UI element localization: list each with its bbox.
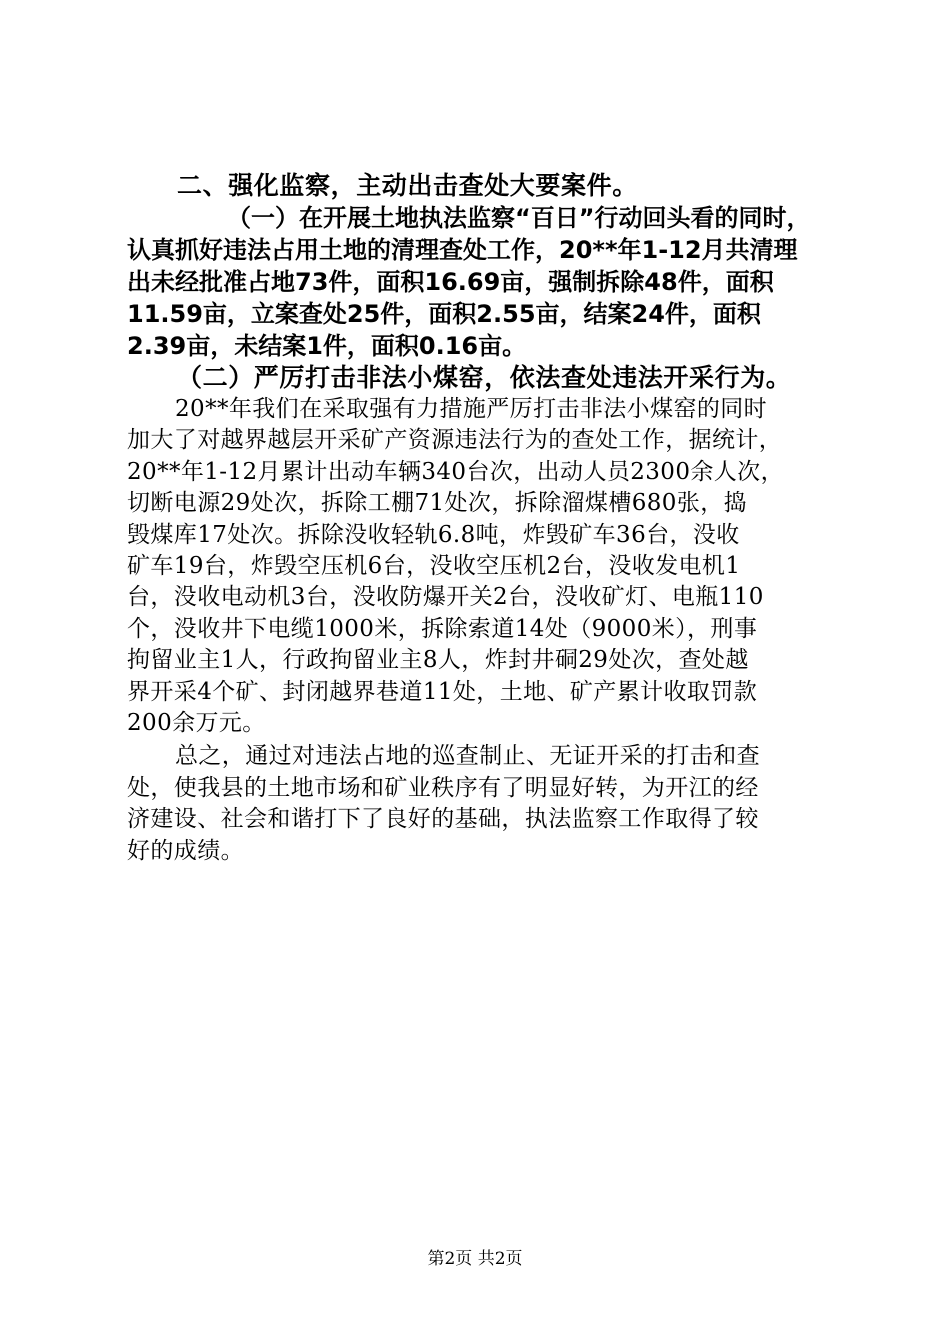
paragraph-line: 处，使我县的土地市场和矿业秩序有了明显好转，为开江的经: [127, 774, 759, 801]
paragraph-line: 切断电源29处次，拆除工棚71处次，拆除溜煤槽680张，捣: [127, 490, 748, 517]
paragraph-line: 界开采4个矿、封闭越界巷道11处，土地、矿产累计收取罚款: [127, 678, 758, 705]
page-footer: 第2页 共2页: [427, 1249, 523, 1269]
paragraph-line: 毁煤库17处次。拆除没收轻轨6.8吨，炸毁矿车36台，没收: [127, 521, 740, 548]
paragraph-line: 20**年我们在采取强有力措施严厉打击非法小煤窑的同时: [175, 396, 768, 422]
paragraph-line: 矿车19台，炸毁空压机6台，没收空压机2台，没收发电机1: [127, 553, 741, 580]
paragraph-line: 20**年1-12月累计出动车辆340台次，出动人员2300余人次，: [127, 458, 784, 485]
paragraph-line: 拘留业主1人，行政拘留业主8人，炸封井硐29处次，查处越: [127, 647, 749, 674]
document-body: [127, 170, 839, 867]
section-heading: 二、强化监察，主动出击查处大要案件。: [177, 171, 638, 200]
paragraph-line: （一）在开展土地执法监察“百日”行动回头看的同时，: [227, 204, 811, 232]
paragraph-land-enforcement: [127, 202, 839, 362]
paragraph-line: 济建设、社会和谐打下了良好的基础，执法监察工作取得了较: [127, 806, 759, 833]
paragraph-line: 总之，通过对违法占地的巡查制止、无证开采的打击和查: [175, 743, 760, 770]
paragraph-summary: [127, 741, 839, 867]
paragraph-line: 加大了对越界越层开采矿产资源违法行为的查处工作，据统计，: [127, 427, 783, 454]
subheading-coal: （二）严厉打击非法小煤窑，依法查处违法开采行为。: [177, 363, 792, 392]
paragraph-line: 2.39亩，未结案1件，面积0.16亩。: [127, 332, 527, 360]
paragraph-line: 出未经批准占地73件，面积16.69亩，强制拆除48件，面积: [127, 268, 774, 296]
paragraph-line: 200余万元。: [127, 710, 266, 737]
paragraph-coal-enforcement: [127, 394, 839, 739]
paragraph-line: 个，没收井下电缆1000米，拆除索道14处（9000米），刑事: [127, 615, 758, 642]
paragraph-line: 好的成绩。: [127, 837, 244, 864]
paragraph-line: 11.59亩，立案查处25件，面积2.55亩，结案24件，面积: [127, 300, 761, 328]
paragraph-line: 台，没收电动机3台，没收防爆开关2台，没收矿灯、电瓶110: [127, 584, 764, 611]
paragraph-line: 认真抓好违法占用土地的清理查处工作，20**年1-12月共清理: [127, 236, 798, 264]
